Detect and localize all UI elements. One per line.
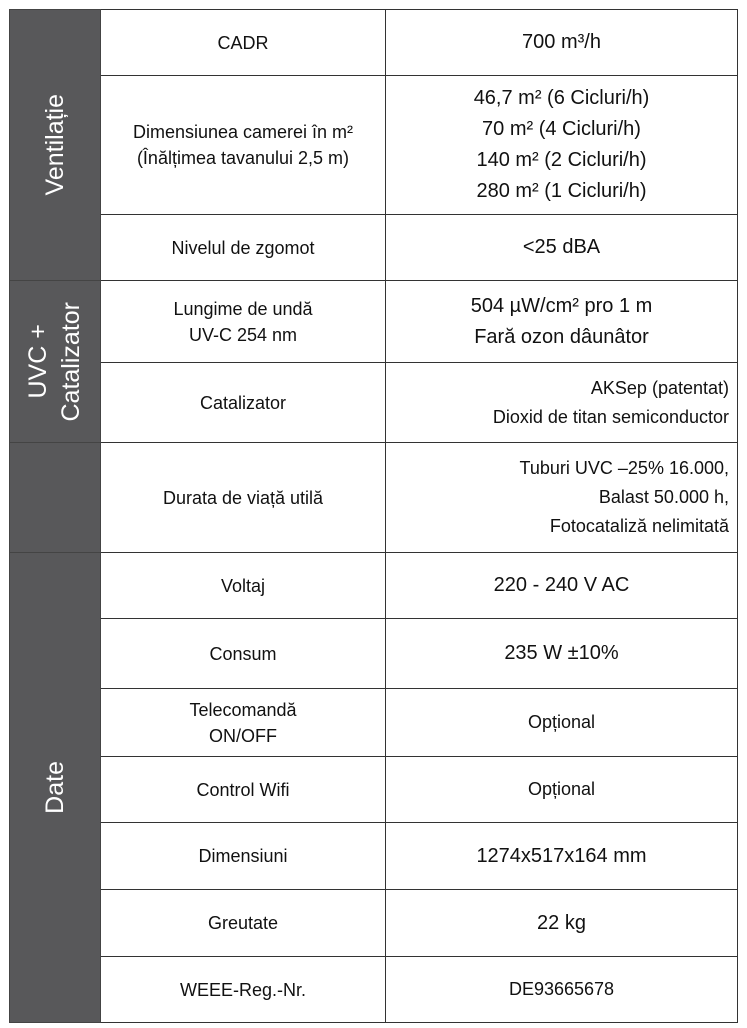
spec-value-dimensions xyxy=(386,823,738,890)
table-row xyxy=(10,363,738,443)
text-line: UVC + xyxy=(24,324,52,399)
spec-label-voltage xyxy=(101,553,386,619)
section-header xyxy=(10,281,101,443)
table-row xyxy=(10,76,738,215)
spec-value-remote-control xyxy=(386,689,738,757)
section-header-inner xyxy=(10,761,100,814)
spec-value-noise-level xyxy=(386,215,738,281)
spec-value-room-size xyxy=(386,76,738,215)
spec-label-dimensions xyxy=(101,823,386,890)
spec-label-cadr xyxy=(101,10,386,76)
spec-value-weee-reg-nr xyxy=(386,957,738,1023)
text-line: Dimensiuni xyxy=(198,846,288,866)
spec-label-weee-reg-nr xyxy=(101,957,386,1023)
spec-label-weight xyxy=(101,890,386,957)
text-line: ON/OFF xyxy=(209,725,277,746)
spec-value-service-life xyxy=(386,443,738,553)
spec-table xyxy=(9,9,738,1023)
text-line: 1274x517x164 mm xyxy=(476,844,647,867)
table-row xyxy=(10,215,738,281)
text-line: Voltaj xyxy=(220,575,266,596)
text-line: WEEE-Reg.-Nr. xyxy=(179,979,307,1000)
text-line: Dimensiunea camerei în m² xyxy=(132,122,354,142)
section-title xyxy=(22,302,88,422)
section-header xyxy=(10,443,101,553)
text-line: 504 µW/cm² pro 1 m xyxy=(470,294,653,317)
text-line: Date xyxy=(40,761,69,814)
table-row xyxy=(10,281,738,363)
spec-body xyxy=(10,10,738,1023)
text-line: 235 W ±10% xyxy=(504,642,619,664)
text-line: 280 m² (1 Cicluri/h) xyxy=(476,180,647,202)
text-line: Ventilație xyxy=(40,94,69,196)
spec-value-cadr xyxy=(386,10,738,76)
spec-label-service-life xyxy=(101,443,386,553)
spec-label-wifi-control xyxy=(101,757,386,823)
text-line: Tuburi UVC –25% 16.000, xyxy=(519,458,729,478)
text-line: CADR xyxy=(217,32,269,53)
text-line: 220 - 240 V AC xyxy=(493,574,630,596)
table-row xyxy=(10,689,738,757)
table-row xyxy=(10,957,738,1023)
text-line: AKSep (patentat) xyxy=(590,377,729,398)
spec-label-remote-control xyxy=(101,689,386,757)
text-line: 70 m² (4 Cicluri/h) xyxy=(482,118,641,140)
section-header xyxy=(10,10,101,281)
text-line: Nivelul de zgomot xyxy=(171,237,315,258)
text-line: 140 m² (2 Cicluri/h) xyxy=(476,149,647,171)
text-line: Lungime de undă xyxy=(173,298,313,319)
section-header-inner xyxy=(10,302,100,422)
spec-value-consumption xyxy=(386,619,738,689)
table-row xyxy=(10,443,738,553)
table-row xyxy=(10,10,738,76)
section-header xyxy=(10,553,101,1023)
text-line: <25 dBA xyxy=(522,236,601,258)
text-line: Greutate xyxy=(207,913,279,933)
text-line: 700 m³/h xyxy=(522,31,601,53)
spec-label-consumption xyxy=(101,619,386,689)
text-line: 22 kg xyxy=(537,911,586,934)
text-line: Dioxid de titan semiconductor xyxy=(492,406,729,427)
text-line: Balast 50.000 h, xyxy=(598,487,729,507)
spec-value-wifi-control xyxy=(386,757,738,823)
section-header-inner xyxy=(10,94,100,195)
text-line: UV-C 254 nm xyxy=(188,324,298,345)
spec-value-wavelength xyxy=(386,281,738,363)
spec-label-room-size xyxy=(101,76,386,215)
table-row xyxy=(10,757,738,823)
spec-grid xyxy=(9,9,738,1023)
spec-value-catalyst xyxy=(386,363,738,443)
spec-label-noise-level xyxy=(101,215,386,281)
text-line: Opțional xyxy=(527,712,596,732)
section-title xyxy=(39,761,72,814)
section-title xyxy=(39,94,72,195)
spec-value-weight xyxy=(386,890,738,957)
table-row xyxy=(10,890,738,957)
text-line: Fotocataliză nelimitată xyxy=(549,516,729,536)
text-line: Catalizator xyxy=(57,301,85,422)
text-line: (Înălțimea tavanului 2,5 m) xyxy=(136,148,350,168)
text-line: DE93665678 xyxy=(508,979,615,999)
spec-label-catalyst xyxy=(101,363,386,443)
table-row xyxy=(10,823,738,890)
table-row xyxy=(10,553,738,619)
table-row xyxy=(10,619,738,689)
text-line: Consum xyxy=(209,643,277,664)
spec-label-wavelength xyxy=(101,281,386,363)
spec-value-voltage xyxy=(386,553,738,619)
text-line: Telecomandă xyxy=(189,699,297,720)
text-line: Opțional xyxy=(527,779,596,799)
text-line: Catalizator xyxy=(199,392,287,413)
text-line: Fară ozon dâunâtor xyxy=(474,325,649,348)
text-line: 46,7 m² (6 Cicluri/h) xyxy=(473,87,650,109)
text-line: Durata de viață utilă xyxy=(162,487,324,508)
text-line: Control Wifi xyxy=(196,779,290,800)
